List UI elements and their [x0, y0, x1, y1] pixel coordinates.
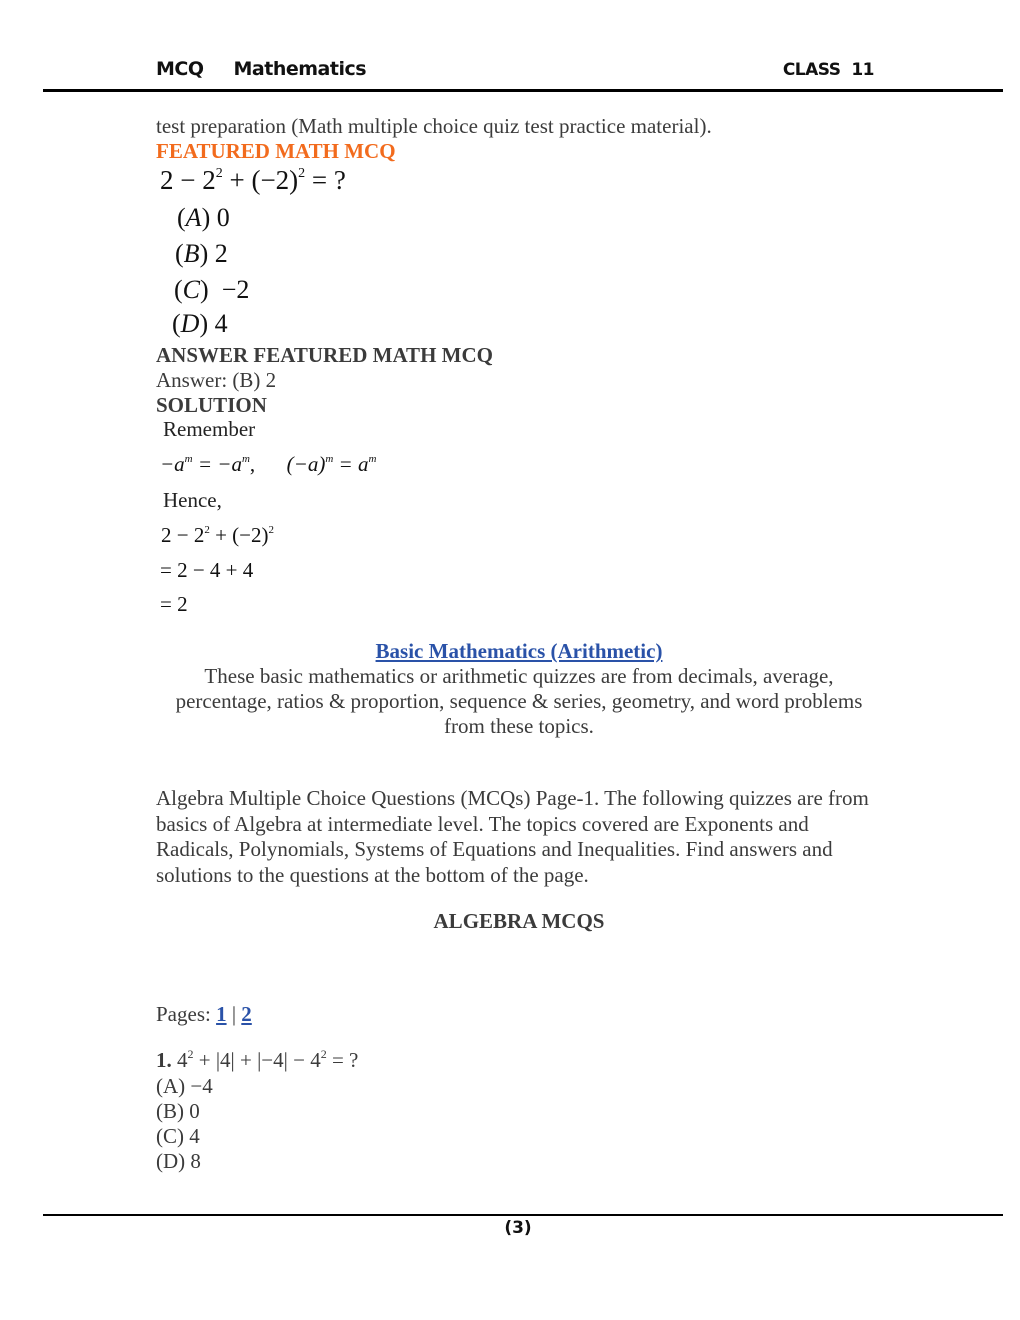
- solution-remember: Remember: [163, 417, 256, 441]
- page-header: [156, 58, 874, 88]
- header-class-label: CLASS 11: [782, 60, 874, 80]
- featured-option-d: (D) 4: [172, 309, 228, 338]
- featured-option-a: (A) 0: [177, 203, 230, 232]
- pagination: [156, 1002, 252, 1027]
- algebra-mcqs-heading: ALGEBRA MCQS: [433, 909, 605, 933]
- pagination-separator: |: [226, 1002, 242, 1026]
- question-1: 1. $4^2 + |4| + |-4| - 4^2$ = ?: [156, 1047, 359, 1072]
- solution-step-1: $2 - 2^2 + (-2)^2$: [161, 523, 275, 547]
- question-1-option-c: (C) 4: [156, 1124, 200, 1148]
- page-number: (3): [504, 1218, 532, 1238]
- algebra-intro-paragraph: Algebra Multiple Choice Questions (MCQs) Page-1. The following quizzes are from basics of Algebra at intermediate level. The topics covered are Exponents and Radicals, Polynomials, Systems of Equations and Inequalities. Find answers and solutions to the questions at the bottom of the page.: [156, 786, 869, 887]
- solution-hence: Hence,: [163, 488, 222, 512]
- basic-math-description: These basic mathematics or arithmetic quizzes are from decimals, average, percentage, ratios & proportion, sequence & series, geometry, and word problems from these topics.: [175, 664, 863, 738]
- page-link-1[interactable]: 1: [216, 1002, 227, 1026]
- answer-text: Answer: (B) 2: [156, 368, 277, 392]
- solution-step-3: = 2: [160, 592, 188, 616]
- basic-math-link[interactable]: Basic Mathematics (Arithmetic): [375, 639, 663, 663]
- answer-heading: ANSWER FEATURED MATH MCQ: [156, 343, 493, 367]
- header-divider: [43, 89, 1003, 92]
- featured-heading: FEATURED MATH MCQ: [156, 139, 396, 163]
- question-1-option-d: (D) 8: [156, 1149, 201, 1173]
- solution-step-2: = 2 − 4 + 4: [160, 558, 254, 582]
- intro-text: test preparation (Math multiple choice quiz test practice material).: [156, 114, 712, 138]
- page-link-2[interactable]: 2: [241, 1002, 252, 1026]
- header-subject: Mathematics: [233, 58, 367, 80]
- footer-divider: [43, 1214, 1003, 1216]
- solution-heading: SOLUTION: [156, 393, 267, 417]
- featured-option-b: (B) 2: [175, 239, 228, 268]
- featured-option-c: (C) −2: [174, 275, 250, 304]
- exponent-rule: $-a^m = -a^m$, $(-a)^m = a^m$: [160, 452, 377, 476]
- featured-question: $2 - 2^2 + (-2)^2$ = ?: [160, 165, 346, 195]
- question-1-option-a: (A) −4: [156, 1074, 213, 1098]
- pagination-label: Pages:: [156, 1002, 217, 1026]
- question-1-option-b: (B) 0: [156, 1099, 200, 1123]
- header-mcq-label: MCQ: [156, 58, 204, 80]
- header-title: [156, 58, 366, 80]
